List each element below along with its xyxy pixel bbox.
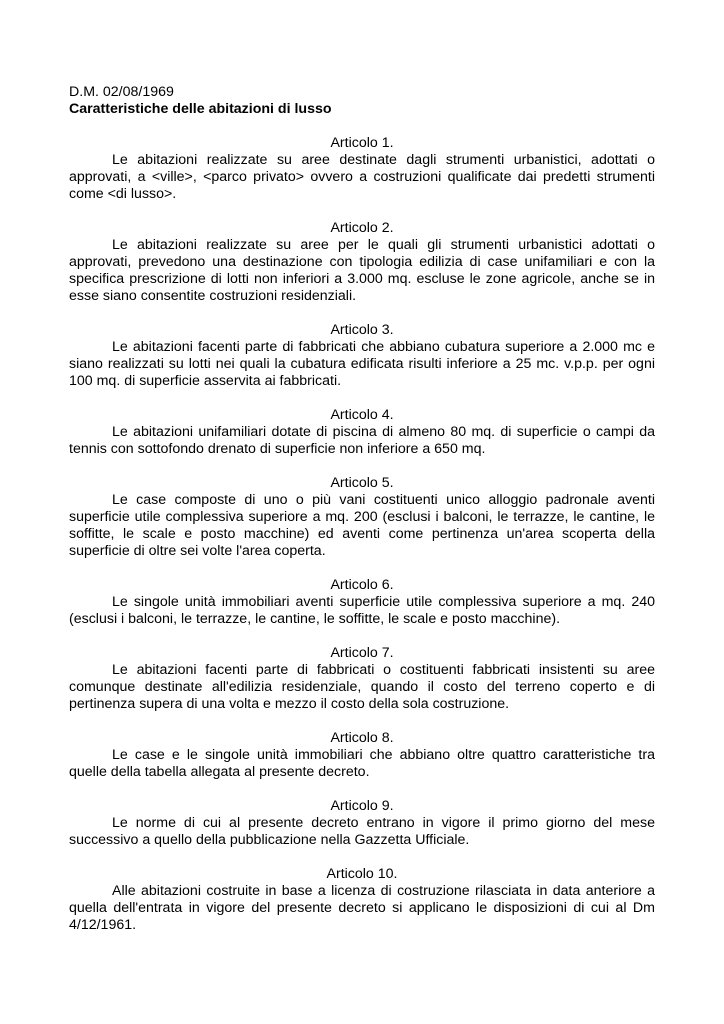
article-text: Le abitazioni unifamiliari dotate di piscina di almeno 80 mq. di superficie o campi da tennis con sottofondo drenato di superficie non inferiore a 650 mq. [69, 424, 655, 457]
decree-reference: D.M. 02/08/1969 [69, 84, 174, 100]
article-heading: Articolo 3. [330, 322, 394, 338]
document-page [69, 84, 655, 934]
article-text: Le singole unità immobiliari aventi superficie utile complessiva superiore a mq. 240 (esclusi i balconi, le terrazze, le cantine, le soffitte, le scale e posto macchine). [69, 594, 655, 627]
article-heading: Articolo 9. [330, 798, 394, 814]
article-8 [69, 730, 655, 781]
article-heading: Articolo 2. [330, 220, 394, 236]
article-heading: Articolo 7. [330, 645, 394, 661]
article-text: Alle abitazioni costruite in base a licenza di costruzione rilasciata in data anteriore a quella dell'entrata in vigore del presente decreto si applicano le disposizioni di cui al Dm 4/12/1961. [69, 883, 655, 933]
article-9 [69, 798, 655, 849]
article-4 [69, 407, 655, 458]
article-text: Le norme di cui al presente decreto entrano in vigore il primo giorno del mese successivo a quello della pubblicazione nella Gazzetta Ufficiale. [69, 815, 655, 848]
document-title: Caratteristiche delle abitazioni di lusso [69, 101, 332, 117]
article-heading: Articolo 8. [330, 730, 394, 746]
article-5 [69, 475, 655, 560]
article-1 [69, 135, 655, 203]
article-heading: Articolo 4. [330, 407, 394, 423]
article-heading: Articolo 10. [326, 866, 398, 882]
article-3 [69, 322, 655, 390]
article-2 [69, 220, 655, 305]
article-text: Le abitazioni realizzate su aree destinate dagli strumenti urbanistici, adottati o approvati, a <ville>, <parco privato> ovvero a costruzioni qualificate dai predetti strumenti come <di lusso>. [69, 152, 655, 202]
article-text: Le abitazioni realizzate su aree per le quali gli strumenti urbanistici adottati o approvati, prevedono una destinazione con tipologia edilizia di case unifamiliari e con la specifica prescrizione di lotti non inferiori a 3.000 mq. escluse le zone agricole, anche se in esse siano consentite costruzioni residenziali. [69, 237, 655, 304]
article-7 [69, 645, 655, 713]
article-text: Le case e le singole unità immobiliari che abbiano oltre quattro caratteristiche tra quelle della tabella allegata al presente decreto. [69, 747, 655, 780]
article-heading: Articolo 5. [330, 475, 394, 491]
article-text: Le case composte di uno o più vani costituenti unico alloggio padronale aventi superficie utile complessiva superiore a mq. 200 (esclusi i balconi, le terrazze, le cantine, le soffitte, le scale e posto macchine) ed aventi come pertinenza un'area scoperta della superficie di oltre sei volte l'area coperta. [69, 492, 655, 559]
article-heading: Articolo 6. [330, 577, 394, 593]
article-text: Le abitazioni facenti parte di fabbricati o costituenti fabbricati insistenti su aree comunque destinate all'edilizia residenziale, quando il costo del terreno coperto e di pertinenza supera di una volta e mezzo il costo della sola costruzione. [69, 662, 655, 712]
article-heading: Articolo 1. [330, 135, 394, 151]
article-text: Le abitazioni facenti parte di fabbricati che abbiano cubatura superiore a 2.000 mc e siano realizzati su lotti nei quali la cubatura edificata risulti inferiore a 25 mc. v.p.p. per ogni 100 mq. di superficie asservita ai fabbricati. [69, 339, 655, 389]
article-6 [69, 577, 655, 628]
article-10 [69, 866, 655, 934]
